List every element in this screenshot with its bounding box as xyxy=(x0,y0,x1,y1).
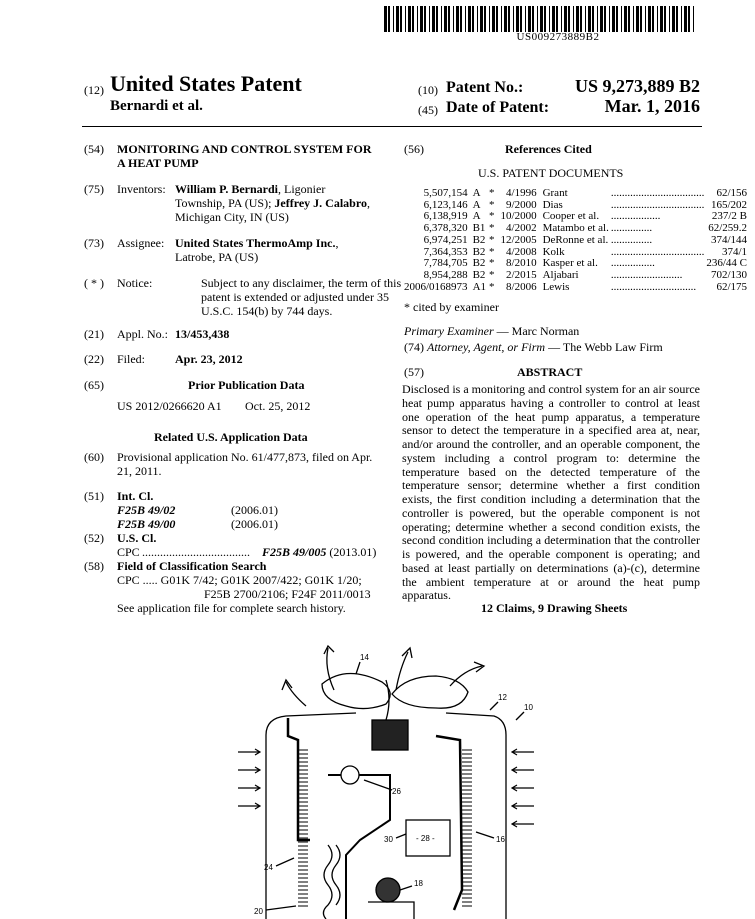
barcode-bar xyxy=(400,6,402,32)
air-in-arrow xyxy=(512,767,534,773)
reference-date: 12/2005 xyxy=(500,233,537,246)
field-search-label: Field of Classification Search xyxy=(117,559,267,573)
ref-label-10: 10 xyxy=(524,703,533,712)
air-in-arrow xyxy=(238,803,260,809)
related-heading: Related U.S. Application Data xyxy=(154,430,308,444)
appl-label: Appl. No.: xyxy=(117,327,168,341)
barcode-bar xyxy=(604,6,606,32)
barcode-bar xyxy=(472,6,474,32)
reference-date: 8/2010 xyxy=(506,257,537,270)
assignee-name: United States ThermoAmp Inc., xyxy=(175,236,339,250)
reference-name: Cooper et al. xyxy=(542,210,600,223)
barcode-bar xyxy=(676,6,678,32)
reference-star: * xyxy=(489,222,495,235)
intcl1-date: (2006.01) xyxy=(231,503,278,517)
reference-name: Kolk xyxy=(542,245,565,258)
barcode-bar xyxy=(405,6,406,32)
barcode-bar xyxy=(456,6,459,32)
barcode-bar xyxy=(492,6,495,32)
barcode-bar xyxy=(636,6,639,32)
barcode xyxy=(384,6,696,32)
reference-dots: ............... xyxy=(610,233,653,246)
barcode-bar xyxy=(621,6,622,32)
barcode-bar xyxy=(552,6,555,32)
intcl1-code: F25B 49/02 xyxy=(117,503,176,517)
reference-number: 6,974,251 xyxy=(423,233,468,246)
reference-date: 9/2000 xyxy=(506,198,537,211)
barcode-bar xyxy=(588,6,591,32)
ref-label-20: 20 xyxy=(254,907,263,916)
field-search-line2: F25B 2700/2106; F24F 2011/0013 xyxy=(204,587,371,601)
reference-date: 8/2006 xyxy=(506,280,537,293)
barcode-bar xyxy=(441,6,442,32)
barcode-bar xyxy=(645,6,646,32)
barcode-bar xyxy=(609,6,610,32)
code-12: (12) xyxy=(84,83,104,97)
reference-dots: .................. xyxy=(610,210,661,223)
barcode-bar xyxy=(556,6,558,32)
patent-no-label: Patent No.: xyxy=(446,79,524,96)
reference-kind: A xyxy=(472,198,481,211)
barcode-bar xyxy=(460,6,462,32)
code-52: (52) xyxy=(84,531,104,545)
barcode-bar xyxy=(640,6,642,32)
barcode-bar xyxy=(496,6,498,32)
code-73: (73) xyxy=(84,236,104,250)
prior-pub-date: Oct. 25, 2012 xyxy=(245,399,311,413)
reference-date: 4/2008 xyxy=(506,245,537,258)
intcl2-date: (2006.01) xyxy=(231,517,278,531)
barcode-bar xyxy=(424,6,426,32)
barcode-bar xyxy=(657,6,658,32)
ref-label-16: 16 xyxy=(496,835,505,844)
barcode-bar xyxy=(525,6,526,32)
heat-pump-drawing xyxy=(236,640,536,919)
barcode-bar xyxy=(576,6,579,32)
provisional-line2: 21, 2011. xyxy=(117,464,162,478)
air-out-arrow-4 xyxy=(286,682,306,706)
air-in-arrow xyxy=(238,767,260,773)
barcode-bar xyxy=(480,6,483,32)
barcode-bar xyxy=(436,6,438,32)
barcode-bar xyxy=(612,6,615,32)
reference-class: 702/130 xyxy=(710,268,748,281)
barcode-bar xyxy=(388,6,390,32)
code-notice: ( * ) xyxy=(84,276,104,290)
patent-no: US 9,273,889 B2 xyxy=(574,76,700,96)
barcode-bar xyxy=(648,6,651,32)
prior-pub-heading: Prior Publication Data xyxy=(188,378,305,392)
filed-label: Filed: xyxy=(117,352,146,366)
reference-kind: A1 xyxy=(472,280,487,293)
barcode-bar xyxy=(432,6,435,32)
air-out-arrow-3 xyxy=(450,666,482,686)
reference-dots: .......................... xyxy=(610,268,683,281)
reference-dots: .................................. xyxy=(610,187,705,199)
barcode-bar xyxy=(417,6,418,32)
barcode-bar xyxy=(544,6,546,32)
air-in-arrow xyxy=(512,821,534,827)
barcode-bar xyxy=(633,6,634,32)
reference-name: DeRonne et al. xyxy=(542,233,609,246)
invention-title-line1: MONITORING AND CONTROL SYSTEM FOR xyxy=(117,142,372,156)
code-45: (45) xyxy=(418,103,438,117)
reference-name: Matambo et al. xyxy=(542,222,609,235)
reference-number: 6,123,146 xyxy=(423,198,468,211)
code-56: (56) xyxy=(404,142,424,156)
barcode-bar xyxy=(516,6,519,32)
barcode-bar xyxy=(396,6,399,32)
reference-name: Aljabari xyxy=(542,268,579,281)
intcl2-code: F25B 49/00 xyxy=(117,517,176,531)
barcode-bar xyxy=(564,6,567,32)
date-label: Date of Patent: xyxy=(446,99,550,116)
reference-star: * xyxy=(489,245,495,258)
reference-name: Kasper et al. xyxy=(542,257,598,270)
barcode-bar xyxy=(688,6,690,32)
reference-star: * xyxy=(489,280,495,293)
reference-name: Lewis xyxy=(542,280,570,293)
provisional-line1: Provisional application No. 61/477,873, filed on Apr. xyxy=(117,450,373,464)
inventor-line3: Michigan City, IN (US) xyxy=(175,210,289,224)
code-10: (10) xyxy=(418,83,438,97)
compressor-coils xyxy=(323,845,340,919)
barcode-bar xyxy=(429,6,430,32)
reference-row xyxy=(404,188,747,200)
reference-kind: B1 xyxy=(472,222,486,235)
reference-dots: .................................. xyxy=(610,198,705,211)
attorney: (74) Attorney, Agent, or Firm — The Webb Law Firm xyxy=(404,340,663,354)
barcode-bar xyxy=(600,6,603,32)
assignee-label: Assignee: xyxy=(117,236,165,250)
fan-motor xyxy=(372,720,408,750)
reference-row xyxy=(404,282,747,294)
reference-date: 2/2015 xyxy=(506,268,537,281)
reference-star: * xyxy=(489,268,495,281)
notice-line3: U.S.C. 154(b) by 744 days. xyxy=(201,304,333,318)
barcode-number: US009273889B2 xyxy=(516,31,600,43)
reference-class: 165/202 xyxy=(710,198,748,211)
reference-star: * xyxy=(489,198,495,211)
reference-kind: B2 xyxy=(472,268,486,281)
barcode-bar xyxy=(573,6,574,32)
barcode-bar xyxy=(652,6,654,32)
cpc-label: CPC xyxy=(117,545,140,559)
barcode-bar xyxy=(537,6,538,32)
reference-row xyxy=(404,235,747,247)
assignee-city: Latrobe, PA (US) xyxy=(175,250,259,264)
reference-star: * xyxy=(489,257,495,270)
code-60: (60) xyxy=(84,450,104,464)
fan-left-blade xyxy=(322,673,390,708)
air-in-arrow xyxy=(512,749,534,755)
cpc-dots: .................................... xyxy=(142,545,250,559)
barcode-bar xyxy=(513,6,514,32)
barcode-bar xyxy=(504,6,507,32)
reference-number: 2006/0168973 xyxy=(404,280,468,293)
patent-date: Mar. 1, 2016 xyxy=(604,96,700,116)
barcode-bar xyxy=(465,6,466,32)
barcode-bar xyxy=(580,6,582,32)
claims-line: 12 Claims, 9 Drawing Sheets xyxy=(481,601,628,615)
barcode-bar xyxy=(669,6,670,32)
code-51: (51) xyxy=(84,489,104,503)
notice-label: Notice: xyxy=(117,276,153,290)
reference-class: 374/1 xyxy=(721,245,748,258)
ref-label-14: 14 xyxy=(360,653,369,662)
barcode-bar xyxy=(384,6,387,32)
barcode-bar xyxy=(597,6,598,32)
component-18 xyxy=(376,878,400,902)
abstract-text: Disclosed is a monitoring and control system for an air source heat pump apparatus having a controller to control at least one operation of the heat pump apparatus, a temperature sensor to detect the temperature in a specified area at, near, and/or around the controller, and an operable component, the system including a control program to: determine the temperature based on the detected temperature of the temperature sensor; determine whether a first condition exists, the first condition including a determination that the controller is powered, but the operable component is not operating; determine whether a second condition exists, the second condition including a determination that the controller is powered, and the operable component is operating; and based at least partially on determinations (a)-(c), determine the ambient temperature at or around the heat pump apparatus. xyxy=(402,382,700,603)
references-table xyxy=(404,188,747,293)
reference-star: * xyxy=(489,233,495,246)
reference-number: 6,378,320 xyxy=(423,222,468,235)
reference-dots: .................................. xyxy=(610,245,705,258)
intcl-label: Int. Cl. xyxy=(117,489,154,503)
barcode-bar xyxy=(628,6,630,32)
reference-date: 4/1996 xyxy=(506,187,537,199)
reference-star: * xyxy=(489,210,495,223)
reference-kind: B2 xyxy=(472,257,486,270)
reference-class: 62/156 xyxy=(716,187,748,199)
barcode-bar xyxy=(528,6,531,32)
air-in-arrow xyxy=(512,803,534,809)
ref-label-18: 18 xyxy=(414,879,423,888)
refs-heading: References Cited xyxy=(505,142,592,156)
reference-row xyxy=(404,270,747,282)
reference-number: 5,507,154 xyxy=(423,187,468,199)
reference-dots: ............................... xyxy=(610,280,697,293)
code-75: (75) xyxy=(84,182,104,196)
reference-number: 6,138,919 xyxy=(423,210,468,223)
invention-title-line2: A HEAT PUMP xyxy=(117,156,199,170)
reference-star: * xyxy=(489,187,495,199)
barcode-bar xyxy=(393,6,394,32)
us-docs-heading: U.S. PATENT DOCUMENTS xyxy=(478,166,624,180)
inventor-line1: William P. Bernardi, Ligonier xyxy=(175,182,326,196)
cpc-class: F25B 49/005 (2013.01) xyxy=(262,545,377,559)
coil-right xyxy=(436,736,462,910)
field-search-line3: See application file for complete search history. xyxy=(117,601,346,615)
barcode-bar xyxy=(484,6,486,32)
reference-date: 4/2002 xyxy=(506,222,537,235)
reference-class: 237/2 B xyxy=(711,210,748,223)
ref-label-26: 26 xyxy=(392,787,401,796)
reference-dots: ................ xyxy=(610,257,655,270)
code-58: (58) xyxy=(84,559,104,573)
barcode-bar xyxy=(532,6,534,32)
ref-label-30: 30 xyxy=(384,835,393,844)
code-22: (22) xyxy=(84,352,104,366)
reference-class: 236/44 C xyxy=(706,257,748,270)
reference-kind: B2 xyxy=(472,245,486,258)
code-21: (21) xyxy=(84,327,104,341)
air-out-arrow-1 xyxy=(327,648,334,690)
barcode-bar xyxy=(664,6,666,32)
field-search-line1: CPC ..... G01K 7/42; G01K 2007/422; G01K 1/20; xyxy=(117,573,362,587)
inventor-line2: Township, PA (US); Jeffrey J. Calabro, xyxy=(175,196,370,210)
header-rule xyxy=(82,126,702,127)
barcode-bar xyxy=(489,6,490,32)
reference-date: 10/2000 xyxy=(500,210,537,223)
notice-line2: patent is extended or adjusted under 35 xyxy=(201,290,389,304)
barcode-bar xyxy=(693,6,694,32)
authors: Bernardi et al. xyxy=(110,98,203,114)
barcode-bar xyxy=(568,6,570,32)
ref-label-12: 12 xyxy=(498,693,507,702)
reference-kind: A xyxy=(472,210,481,223)
barcode-bar xyxy=(508,6,510,32)
reference-class: 62/175 xyxy=(716,280,748,293)
ref-label-24: 24 xyxy=(264,863,273,872)
appl-number: 13/453,438 xyxy=(175,327,230,341)
doc-title: United States Patent xyxy=(110,71,302,96)
barcode-bar xyxy=(444,6,447,32)
barcode-bar xyxy=(520,6,522,32)
barcode-bar xyxy=(672,6,675,32)
reference-kind: B2 xyxy=(472,233,486,246)
cited-note: * cited by examiner xyxy=(404,300,499,314)
barcode-bar xyxy=(477,6,478,32)
barcode-bar xyxy=(453,6,454,32)
barcode-bar xyxy=(660,6,663,32)
barcode-bar xyxy=(681,6,682,32)
code-57: (57) xyxy=(404,365,424,379)
reference-number: 7,364,353 xyxy=(423,245,468,258)
barcode-bar xyxy=(412,6,414,32)
code-54: (54) xyxy=(84,142,104,156)
barcode-bar xyxy=(684,6,687,32)
barcode-bar xyxy=(561,6,562,32)
barcode-bar xyxy=(448,6,450,32)
barcode-bar xyxy=(540,6,543,32)
uscl-label: U.S. Cl. xyxy=(117,531,157,545)
code-65: (65) xyxy=(84,378,104,392)
barcode-bar xyxy=(585,6,586,32)
inventors-label: Inventors: xyxy=(117,182,166,196)
ref-label-28: - 28 - xyxy=(416,834,435,843)
reference-kind: A xyxy=(472,187,481,199)
abstract-heading: ABSTRACT xyxy=(517,365,583,379)
primary-examiner: Primary Examiner — Marc Norman xyxy=(404,324,580,338)
barcode-bar xyxy=(468,6,471,32)
prior-pub-number: US 2012/0266620 A1 xyxy=(117,399,222,413)
barcode-bar xyxy=(549,6,550,32)
air-in-arrow xyxy=(512,785,534,791)
barcode-bar xyxy=(616,6,618,32)
reference-dots: ............... xyxy=(610,222,653,235)
reference-number: 8,954,288 xyxy=(423,268,468,281)
reference-name: Dias xyxy=(542,198,563,211)
barcode-bar xyxy=(420,6,423,32)
fan-right-blade xyxy=(392,676,468,708)
reference-class: 374/144 xyxy=(710,233,748,246)
notice-line1: Subject to any disclaimer, the term of this xyxy=(201,276,402,290)
reference-class: 62/259.2 xyxy=(708,222,748,235)
barcode-bar xyxy=(592,6,594,32)
air-in-arrow xyxy=(238,785,260,791)
reference-name: Grant xyxy=(542,187,568,199)
valve-26 xyxy=(341,766,359,784)
filed-date: Apr. 23, 2012 xyxy=(175,352,243,366)
air-in-arrow xyxy=(238,749,260,755)
barcode-bar xyxy=(408,6,411,32)
reference-number: 7,784,705 xyxy=(423,257,468,270)
barcode-bar xyxy=(624,6,627,32)
barcode-bar xyxy=(501,6,502,32)
